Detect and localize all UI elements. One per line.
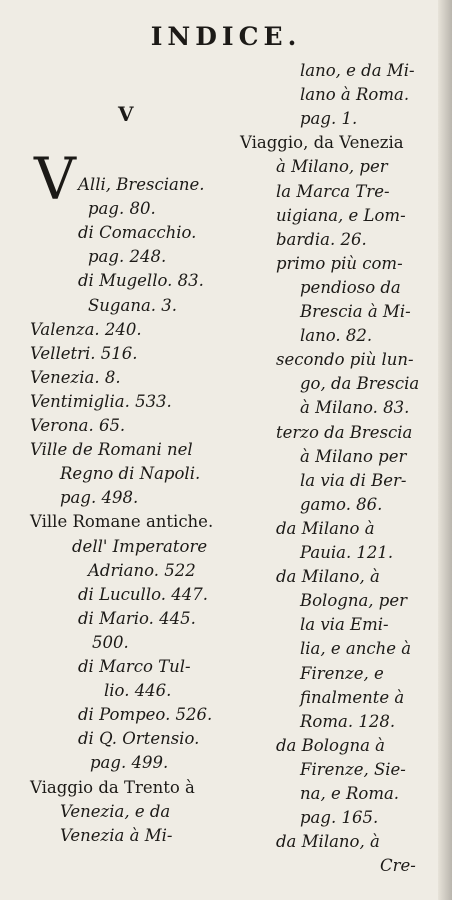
index-entry-line: uigiana, e Lom- (276, 205, 406, 225)
index-entry-line: pendioso da (300, 277, 401, 297)
index-entry-line: di Mugello. 83. (78, 271, 204, 291)
index-entry-line: finalmente à (300, 687, 405, 707)
index-entry-line: Ville de Romani nel (30, 440, 193, 460)
index-entry-line: Verona. 65. (30, 416, 126, 435)
index-entry-line: go, da Brescia (300, 374, 420, 394)
index-entry-line: pag. 498. (60, 488, 139, 508)
index-entry-line: Venezia, e da (60, 801, 171, 821)
index-entry-line: Roma. 128. (300, 711, 396, 731)
index-entry-line: da Bologna à (276, 735, 386, 755)
index-entry-line: Venezia. 8. (30, 367, 121, 387)
index-entry-line: Viaggio, da Venezia (240, 133, 404, 153)
index-entry-line: da Milano, à (276, 832, 380, 852)
index-entry-line: Viaggio da Trento à (30, 777, 195, 797)
index-entry-line: di Pompeo. 526. (78, 705, 213, 725)
index-entry-line: pag. 80. (88, 199, 156, 219)
index-entry-line: à Milano. 83. (300, 398, 410, 418)
index-entry-line: di Marco Tul- (78, 657, 191, 676)
index-entry-line: na, e Roma. (300, 784, 400, 803)
index-entry-line: di Comacchio. (78, 223, 197, 243)
page-edge (438, 0, 452, 900)
index-entry-line: à Milano per (300, 446, 407, 466)
index-entry-line: à Milano, per (276, 157, 388, 177)
index-entry-line: di Q. Ortensio. (78, 729, 200, 749)
index-entry-line: Ville Romane antiche. (30, 512, 214, 532)
index-entry-line: Firenze, Sie- (300, 759, 406, 779)
index-entry-line: secondo più lun- (276, 350, 414, 370)
index-entry-line: lano, e da Mi- (300, 61, 415, 80)
index-entry-line: Bologna, per (300, 591, 408, 611)
index-entry-line: Adriano. 522 (88, 560, 196, 580)
index-entry-line: la via di Ber- (300, 470, 407, 490)
index-entry-line: da Milano, à (276, 567, 380, 587)
index-entry-line: di Lucullo. 447. (78, 584, 208, 604)
index-entry-line: Sugana. 3. (88, 295, 178, 315)
index-entry-line: Ventimiglia. 533. (30, 391, 172, 411)
index-entry-line: lano. 82. (300, 326, 373, 346)
index-entry-line: gamo. 86. (300, 494, 383, 514)
index-entry-line: Brescia à Mi- (300, 302, 411, 321)
index-entry-line: Cre- (380, 856, 416, 876)
index-entry-line: 500. (92, 632, 129, 652)
index-entry-line: la via Emi- (300, 615, 389, 635)
index-entry-line: pag. 165. (300, 808, 379, 828)
index-entry-line: Valenza. 240. (30, 319, 142, 339)
index-entry-line: bardia. 26. (276, 229, 367, 249)
index-entry-line: Alli, Bresciane. (78, 175, 205, 194)
index-entry-line: la Marca Tre- (276, 181, 390, 201)
index-entry-line: Velletri. 516. (30, 343, 138, 363)
index-entry-line: dell' Imperatore (72, 536, 208, 556)
index-entry-line: Regno di Napoli. (60, 464, 201, 484)
index-entry-line: primo più com- (276, 253, 403, 273)
index-entry-line: Venezia à Mi- (60, 825, 173, 845)
page-title: INDICE. (150, 22, 302, 51)
section-letter: V (118, 102, 134, 126)
index-entry-line: terzo da Brescia (276, 422, 413, 442)
index-entry-line: da Milano à (276, 518, 375, 538)
index-entry-line: pag. 499. (90, 753, 169, 773)
index-entry-line: pag. 248. (88, 247, 167, 267)
index-entry-line: Firenze, e (300, 663, 384, 683)
index-entry-line: Pauia. 121. (300, 543, 394, 562)
index-entry-line: pag. 1. (300, 109, 358, 129)
drop-cap: V (34, 145, 76, 213)
index-entry-line: lia, e anche à (300, 639, 412, 659)
index-entry-line: lano à Roma. (300, 85, 410, 105)
index-entry-line: lio. 446. (104, 681, 172, 701)
index-entry-line: di Mario. 445. (78, 608, 196, 628)
